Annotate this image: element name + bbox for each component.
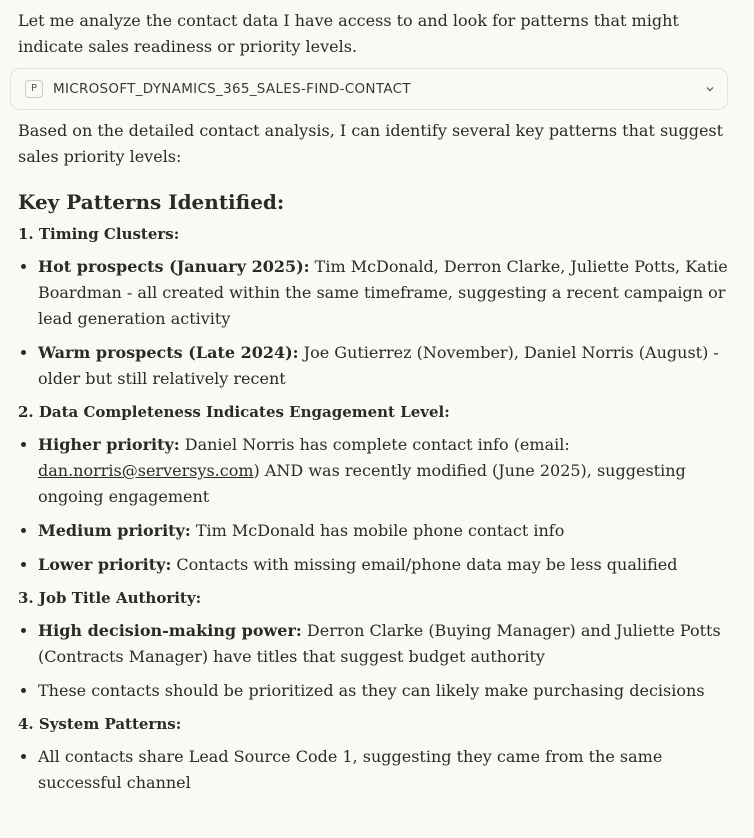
- timing-list: [18, 254, 730, 392]
- item-text: Joe Gutierrez (November), Daniel Norris (August) - older but still relatively recent: [38, 343, 719, 388]
- item-text: Derron Clarke (Buying Manager) and Juliette Potts (Contracts Manager) have titles that suggest budget authority: [38, 621, 721, 666]
- item-label: High decision-making power:: [38, 621, 302, 640]
- item-label: Warm prospects (Late 2024):: [38, 343, 299, 362]
- completeness-list: [18, 432, 730, 578]
- section-heading: Key Patterns Identified:: [18, 190, 285, 214]
- tool-call-collapsible[interactable]: [10, 68, 728, 110]
- list-item: [38, 518, 730, 544]
- chevron-down-icon[interactable]: [705, 84, 715, 94]
- analysis-intro: Based on the detailed contact analysis, I can identify several key patterns that suggest sales priority levels:: [18, 121, 724, 166]
- tool-name: MICROSOFT_DYNAMICS_365_SALES-FIND-CONTACT: [53, 81, 411, 97]
- system-list: [18, 744, 730, 796]
- subsection-title-job-title: 3. Job Title Authority:: [18, 589, 202, 607]
- item-label: Lower priority:: [38, 555, 172, 574]
- list-item: [38, 678, 730, 704]
- intro-text: Let me analyze the contact data I have access to and look for patterns that might indicate sales readiness or priority levels.: [18, 11, 679, 56]
- item-text: Daniel Norris has complete contact info (email:: [179, 435, 570, 454]
- subsection-title-completeness: 2. Data Completeness Indicates Engagement Level:: [18, 403, 450, 421]
- subsection-title-timing: 1. Timing Clusters:: [18, 225, 180, 243]
- list-item: [38, 618, 730, 670]
- list-item: [38, 744, 730, 796]
- list-item: [38, 254, 730, 332]
- subsection-title-system: 4. System Patterns:: [18, 715, 182, 733]
- item-label: Higher priority:: [38, 435, 180, 454]
- tool-provider-icon: P: [25, 80, 43, 98]
- item-text: Contacts with missing email/phone data may be less qualified: [171, 555, 678, 574]
- email-link[interactable]: dan.norris@serversys.com: [38, 461, 254, 480]
- job-title-list: [18, 618, 730, 704]
- list-item: [38, 340, 730, 392]
- item-text: These contacts should be prioritized as they can likely make purchasing decisions: [38, 681, 705, 700]
- list-item: [38, 552, 730, 578]
- item-text: Tim McDonald has mobile phone contact info: [190, 521, 565, 540]
- item-text: Tim McDonald, Derron Clarke, Juliette Potts, Katie Boardman - all created within the same timeframe, suggesting a recent campaign or lead generation activity: [38, 257, 728, 328]
- list-item: [38, 432, 730, 510]
- item-text: All contacts share Lead Source Code 1, suggesting they came from the same successful channel: [38, 747, 663, 792]
- item-label: Medium priority:: [38, 521, 191, 540]
- item-label: Hot prospects (January 2025):: [38, 257, 310, 276]
- item-text: ) AND was recently modified (June 2025), suggesting ongoing engagement: [38, 461, 686, 506]
